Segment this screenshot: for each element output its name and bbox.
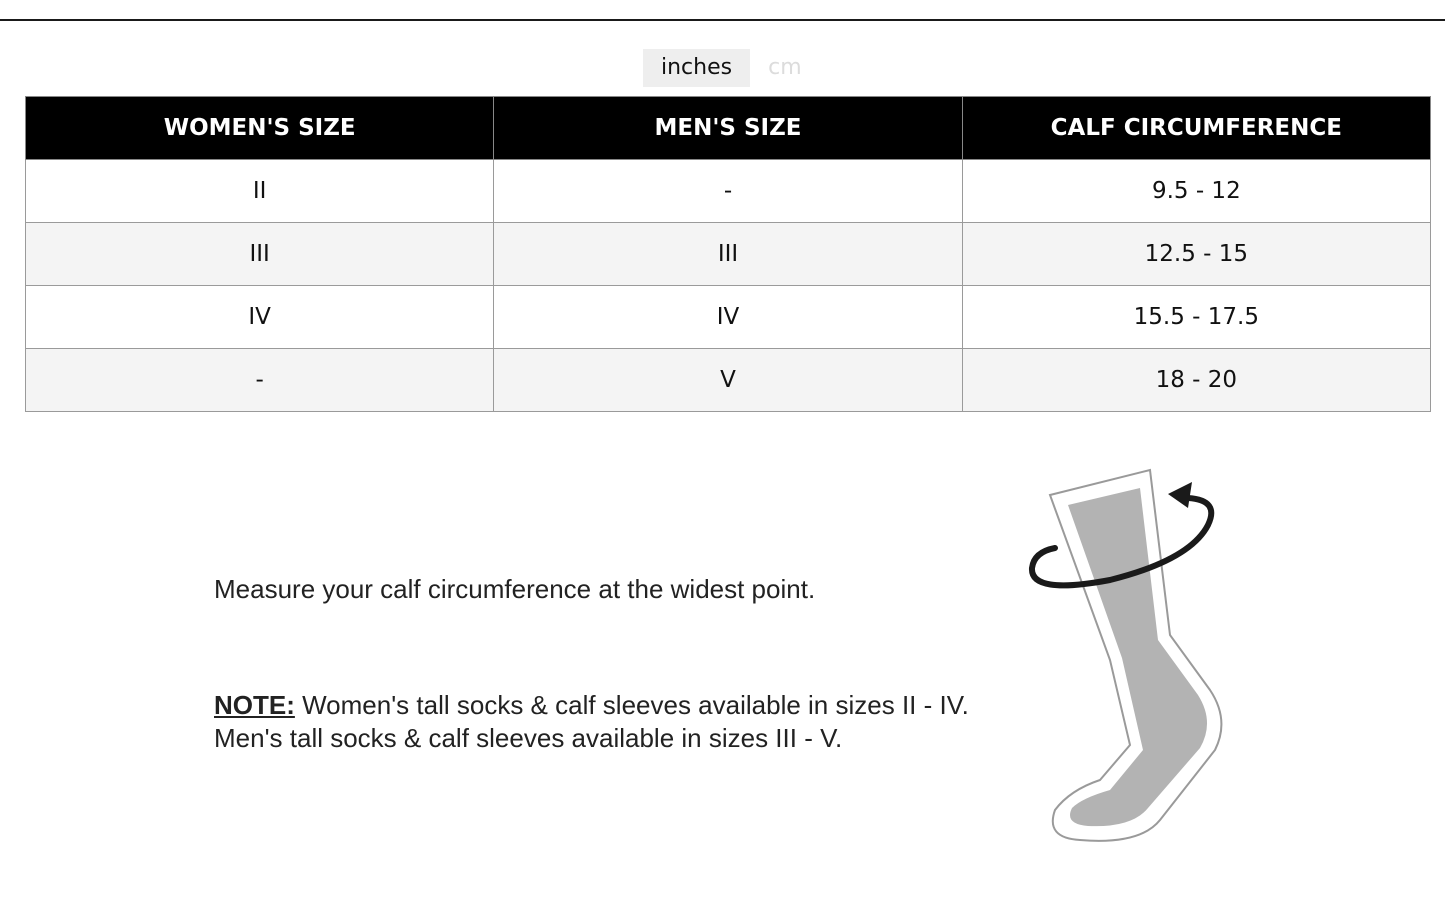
sock-illustration-icon [1020, 460, 1235, 850]
table-cell: 9.5 - 12 [962, 160, 1430, 223]
note-text-women: Women's tall socks & calf sleeves available in sizes II - IV. [294, 690, 969, 720]
table-cell: II [26, 160, 494, 223]
note-block [214, 689, 969, 755]
note-line-2: Men's tall socks & calf sleeves available in sizes III - V. [214, 723, 843, 753]
arrowhead-icon [1168, 482, 1192, 508]
table-cell: - [26, 349, 494, 412]
table-row [26, 223, 1431, 286]
table-cell: 12.5 - 15 [962, 223, 1430, 286]
table-row [26, 160, 1431, 223]
unit-toggle [643, 49, 820, 87]
unit-inches-button[interactable]: inches [643, 49, 750, 87]
table-cell: III [26, 223, 494, 286]
note-label: NOTE: [214, 690, 295, 720]
table-row [26, 286, 1431, 349]
top-divider [0, 19, 1445, 21]
table-cell: V [494, 349, 962, 412]
size-chart-table [25, 96, 1431, 412]
table-row [26, 349, 1431, 412]
table-cell: III [494, 223, 962, 286]
unit-cm-button[interactable]: cm [768, 55, 802, 80]
table-cell: 15.5 - 17.5 [962, 286, 1430, 349]
header-calf-circumference: CALF CIRCUMFERENCE [962, 97, 1430, 160]
header-womens-size: WOMEN'S SIZE [26, 97, 494, 160]
measure-instruction: Measure your calf circumference at the widest point. [214, 574, 816, 604]
header-mens-size: MEN'S SIZE [494, 97, 962, 160]
table-cell: 18 - 20 [962, 349, 1430, 412]
table-header-row [26, 97, 1431, 160]
table-cell: IV [494, 286, 962, 349]
note-line-1 [214, 689, 969, 722]
table-cell: - [494, 160, 962, 223]
table-cell: IV [26, 286, 494, 349]
